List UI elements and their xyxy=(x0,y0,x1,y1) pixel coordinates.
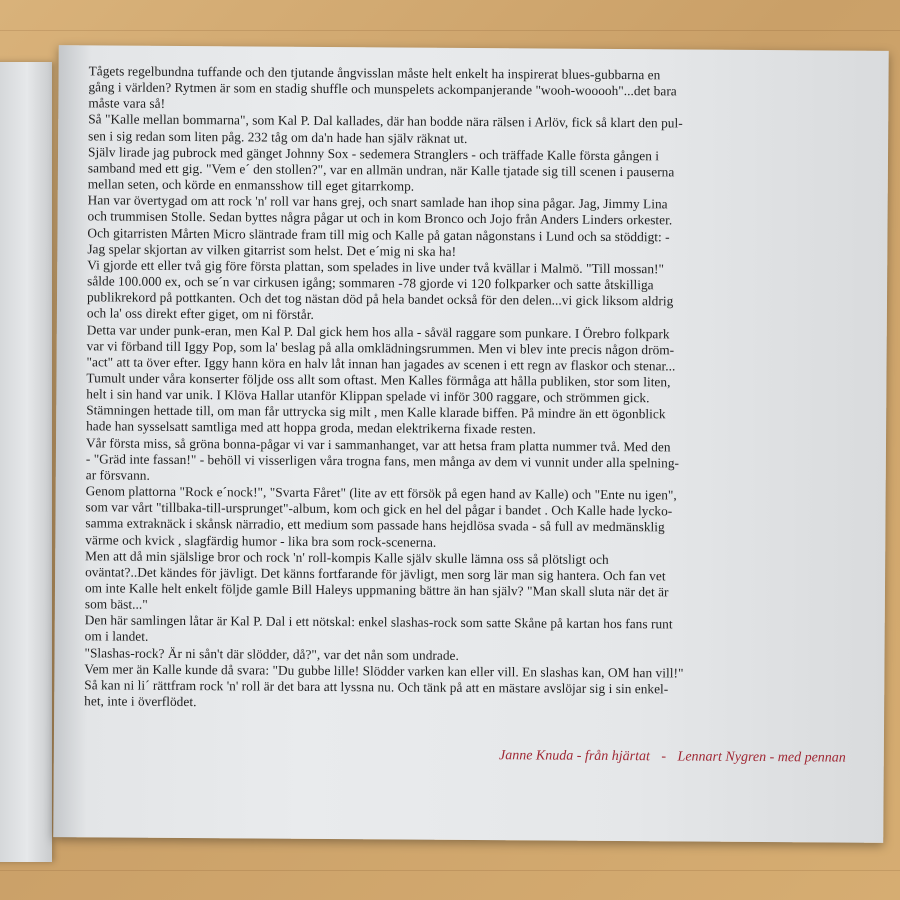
text-line: var vi förband till Iggy Pop, som la' beslag på alla omklädningsrummen. Men vi blev inte precis någon dröm- xyxy=(86,337,675,358)
text-line: ar försvann. xyxy=(85,467,150,483)
text-line: värme och kvick , slagfärdig humor - lika bra som rock-scenerna. xyxy=(85,531,437,550)
text-line: helt i sin hand var unik. I Klöva Hallar utanför Klippan spelade vi inför 300 raggare, och strömmen gick. xyxy=(86,386,650,406)
text-line: - "Gräd inte fassan!" - behöll vi visserligen våra trogna fans, men många av dem vi vunnit under alla spelning- xyxy=(85,451,680,471)
text-line: och la' oss direkt efter giget, om ni förstår. xyxy=(86,305,314,323)
text-line: Vi gjorde ett eller två gig före första plattan, som spelades in live under två kvällar i Malmö. "Till mossan!" xyxy=(87,257,665,277)
text-line: Han var övertygad om att rock 'n' roll var hans grej, och snart samlade han ihop sina pågar. Jag, Jimmy Lina xyxy=(87,192,668,212)
text-line: Den här samlingen låtar är Kal P. Dal i ett nötskal: enkel slashas-rock som satte Skåne på kartan hos fans runt xyxy=(84,612,673,632)
text-line: samband med ett gig. "Vem e´ den stollen?", var en allmän undran, när Kalle tjatade sig till scenen i pauserna xyxy=(87,160,675,180)
text-line: mellan seten, och körde en enmansshow till eget gitarrkomp. xyxy=(87,176,415,194)
text-line: Vem mer än Kalle kunde då svara: "Du gubbe lille! Slödder varken kan eller vill. En slashas kan, OM han vill!" xyxy=(84,661,684,681)
text-line: "Slashas-rock? Är ni sån't där slödder, då?", var det nån som undrade. xyxy=(84,644,459,663)
text-line: och trummisen Stolle. Sedan byttes några pågar ut och in kom Bronco och Jojo från Anders Linders orkester. xyxy=(87,208,673,228)
text-line: Själv lirade jag pubrock med gänget Johnny Sox - sedemera Stranglers - och träffade Kalle första gången i xyxy=(87,144,660,164)
cd-booklet-page xyxy=(53,45,889,843)
liner-notes-text xyxy=(84,63,868,715)
text-line: het, inte i överflödet. xyxy=(84,693,197,710)
wood-grain xyxy=(0,30,900,31)
facing-page xyxy=(0,62,52,862)
text-line: "act" att ta över efter. Iggy hann köra en halv låt innan han jagades av scenen i ett regn av flaskor och stenar... xyxy=(86,354,676,374)
signature-writer: Lennart Nygren - med pennan xyxy=(677,749,846,766)
text-line: sålde 100.000 ex, och se´n var cirkusen igång; sommaren -78 gjorde vi 120 folkparker och satte åtskilliga xyxy=(87,273,654,293)
text-line: Men att då min själslige bror och rock 'n' roll-kompis Kalle själv skulle lämna oss så plötsligt och xyxy=(85,547,609,567)
signature-separator: - xyxy=(661,749,667,765)
text-line: gång i världen? Rytmen är som en stadig shuffle och munspelets ackompanjerande "wooh-wooooh"...det bara xyxy=(88,79,677,99)
text-line: som bäst..." xyxy=(84,596,148,612)
text-line: oväntat?..Det kändes för jävligt. Det känns fortfarande för jävligt, men sorg lär man sig hantera. Och fan vet xyxy=(85,564,666,584)
text-line: som var vårt "tillbaka-till-ursprunget"-album, kom och gick en hel del pågar i bandet . Och Kalle hade lycko- xyxy=(85,499,673,519)
text-line: sen i sig redan som liten påg. 232 tåg om da'n hade han själv räknat ut. xyxy=(88,127,468,146)
text-line: Och gitarristen Mårten Micro släntrade fram till mig och Kalle på gatan någonstans i Lund och sa stöddigt: - xyxy=(87,224,670,244)
text-line: Vår första miss, så gröna bonna-pågar vi var i sammanhanget, var att hetsa fram platta nummer två. Med den xyxy=(85,434,671,454)
text-line: hade han sysselsatt samtliga med att hoppa groda, medan elektrikerna fixade resten. xyxy=(86,418,536,437)
text-line: om inte Kalle helt enkelt följde gamle Bill Haleys uppmaning bättre än han själv? "Man skall sluta när det är xyxy=(84,580,669,600)
text-line: Tågets regelbundna tuffande och den tjutande ångvisslan måste helt enkelt ha inspirerat blues-gubbarna en xyxy=(88,63,661,83)
text-line: publikrekord på pottkanten. Och det tog nästan död på hela bandet också för den delen...vi gick liksom aldrig xyxy=(86,289,674,309)
text-line: Så kan ni li´ rättfram rock 'n' roll är det bara att lyssna nu. Och tänk på att en mästare avslöjar sig i sin enkel- xyxy=(84,677,669,697)
signature-line xyxy=(499,748,846,766)
text-line: Tumult under våra konserter följde oss allt som oftast. Men Kalles förmåga att hålla publiken, stor som liten, xyxy=(86,370,671,390)
signature-author: Janne Knuda - från hjärtat xyxy=(498,748,650,765)
text-line: måste vara så! xyxy=(88,95,166,112)
text-line: Genom plattorna "Rock e´nock!", "Svarta Fåret" (lite av ett försök på egen hand av Kalle) och "Ente nu igen", xyxy=(85,483,677,503)
wood-grain xyxy=(0,870,900,871)
text-line: Så "Kalle mellan bommarna", som Kal P. Dal kallades, där han bodde nära rälsen i Arlöv, fick så klart den pul- xyxy=(88,111,683,131)
text-line: om i landet. xyxy=(84,628,149,645)
text-line: Detta var under punk-eran, men Kal P. Dal gick hem hos alla - såväl raggare som punkare. I Örebro folkpark xyxy=(86,321,670,341)
text-line: samma extraknäck i skånsk närradio, ett medium som passade hans hejdlösa svada - så full av medmänsklig xyxy=(85,515,665,535)
text-line: Stämningen hettade till, om man får uttrycka sig milt , men Kalle klarade biffen. På mindre än ett ögonblick xyxy=(86,402,666,422)
text-line: Jag spelar skjortan av vilken gitarrist som helst. Det e´mig ni ska ha! xyxy=(87,241,457,259)
